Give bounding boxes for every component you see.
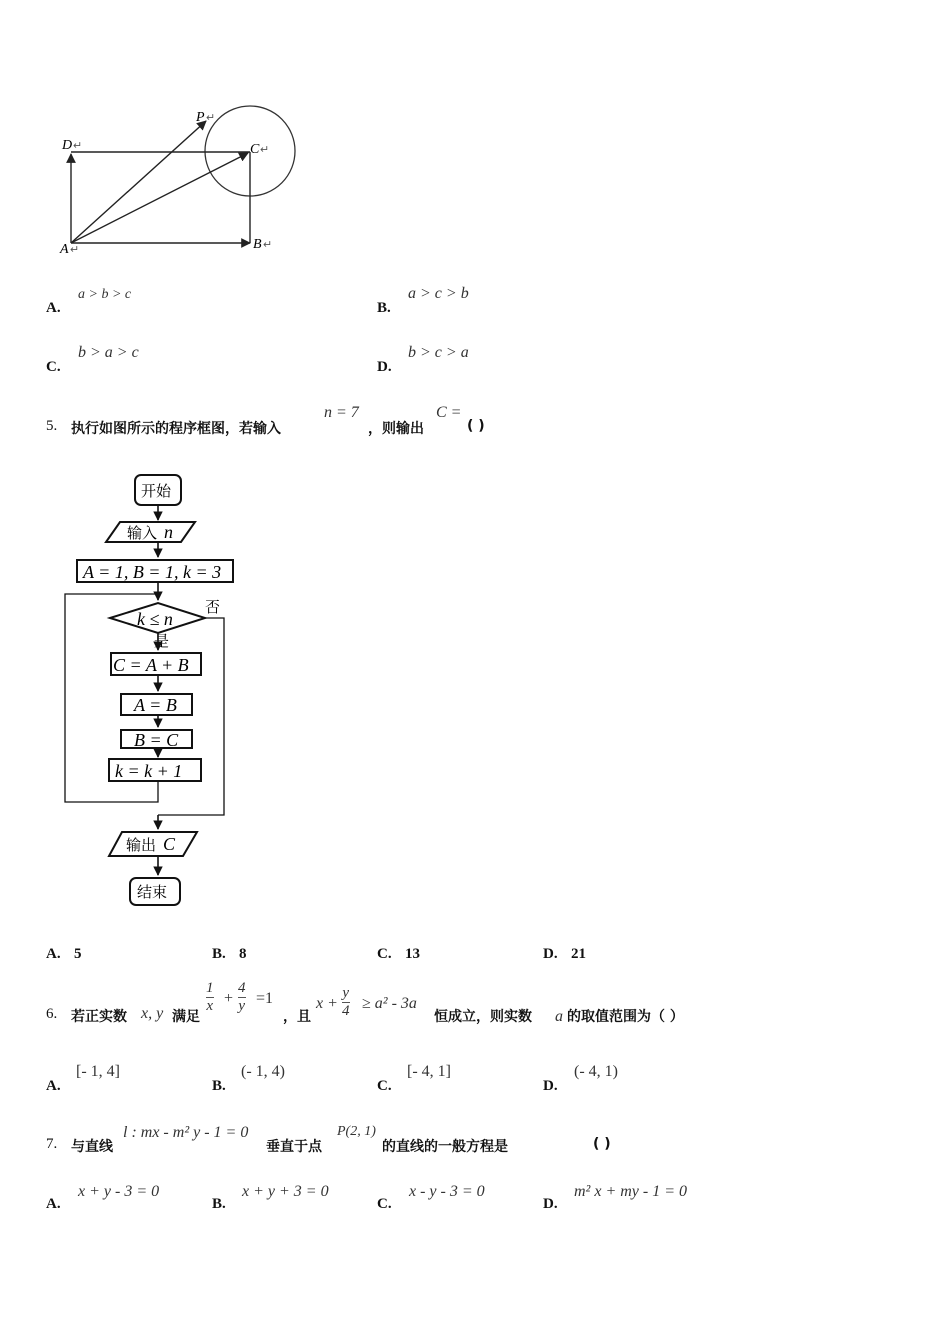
question-number: 7. — [46, 1136, 58, 1152]
math-line: l : mx - m² y - 1 = 0 — [123, 1124, 249, 1141]
question-text: 满足 — [172, 1009, 200, 1025]
label-c: C — [250, 142, 260, 157]
answer-paren: ( ) — [593, 1136, 611, 1152]
option-label: A. — [46, 300, 61, 316]
fc-no-label: 否 — [205, 598, 221, 616]
question-text: ，且 — [283, 1009, 311, 1025]
question-number: 6. — [46, 1006, 58, 1022]
question-text: 的直线的一般方程是 — [382, 1139, 508, 1155]
option-label: D. — [543, 1196, 558, 1212]
fraction-num: 4 — [238, 980, 246, 996]
option-text: [- 1, 4] — [76, 1063, 120, 1080]
question-text: 的取值范围为（ ） — [567, 1009, 684, 1025]
fraction-num: 1 — [206, 980, 214, 996]
fc-end-text: 结束 — [137, 883, 168, 901]
label-d-mark: ↵ — [73, 140, 83, 152]
option-text: a > b > c — [78, 287, 132, 302]
fc-init-text: A = 1, B = 1, k = 3 — [83, 562, 222, 582]
label-a-mark: ↵ — [70, 244, 80, 256]
math-vars: x, y — [141, 1005, 164, 1022]
fc-yes-label: 是 — [154, 632, 170, 650]
fc-start-text: 开始 — [141, 482, 172, 500]
fc-output-text: 输出 — [126, 836, 157, 854]
question-text: 垂直于点 — [266, 1139, 322, 1155]
label-d: D — [62, 138, 73, 153]
option-label: A. — [46, 1196, 61, 1212]
option-label: B. — [377, 300, 391, 316]
fraction-num: y — [342, 985, 350, 1001]
option-text: 5 — [74, 946, 82, 962]
math-var-a: a — [555, 1008, 563, 1025]
option-text: 13 — [405, 946, 420, 962]
geometry-figure — [40, 95, 340, 265]
option-text: (- 4, 1) — [574, 1063, 618, 1080]
fc-step1-text: C = A + B — [113, 655, 189, 675]
vector-ac — [71, 153, 248, 243]
math-input: n = 7 — [324, 404, 359, 421]
fraction-1 — [206, 980, 214, 1015]
fraction-den: 4 — [342, 1003, 350, 1019]
option-text: x - y - 3 = 0 — [409, 1183, 485, 1200]
fc-step2-text: A = B — [134, 695, 177, 715]
label-b-mark: ↵ — [263, 239, 273, 251]
question-text: 执行如图所示的程序框图，若输入 — [71, 421, 281, 437]
option-label: C. — [377, 946, 392, 962]
fraction-den: y — [238, 998, 246, 1014]
question-text: 若正实数 — [71, 1009, 127, 1025]
label-c-mark: ↵ — [260, 144, 270, 156]
option-label: A. — [46, 946, 61, 962]
math-plus: + — [224, 990, 234, 1007]
option-text: 8 — [239, 946, 247, 962]
option-label: C. — [377, 1196, 392, 1212]
flowchart — [55, 470, 255, 912]
option-text: a > c > b — [408, 285, 469, 302]
fc-output-var: C — [163, 834, 176, 854]
option-label: B. — [212, 1078, 226, 1094]
fraction-den: x — [206, 998, 214, 1014]
question-text: 与直线 — [71, 1139, 113, 1155]
option-text: b > a > c — [78, 344, 139, 361]
fc-step4-text: k = k + 1 — [115, 761, 183, 781]
label-b: B — [253, 237, 262, 252]
label-p-mark: ↵ — [206, 112, 216, 124]
math-ineq-right: ≥ a² - 3a — [362, 995, 417, 1012]
option-label: D. — [377, 359, 392, 375]
math-ineq-left: x + — [316, 995, 338, 1012]
option-text: [- 4, 1] — [407, 1063, 451, 1080]
math-point: P(2, 1) — [337, 1124, 376, 1139]
option-label: D. — [543, 1078, 558, 1094]
option-text: m² x + my - 1 = 0 — [574, 1183, 688, 1200]
fc-input-text: 输入 — [127, 524, 158, 542]
label-a: A — [60, 242, 69, 257]
option-label: C. — [377, 1078, 392, 1094]
option-label: B. — [212, 1196, 226, 1212]
option-label: C. — [46, 359, 61, 375]
option-text: (- 1, 4) — [241, 1063, 285, 1080]
fc-step3-text: B = C — [134, 730, 179, 750]
option-text: x + y + 3 = 0 — [242, 1183, 329, 1200]
fc-input-var: n — [164, 522, 173, 542]
math-output: C = — [436, 404, 462, 421]
question-number: 5. — [46, 418, 58, 434]
fc-condition-text: k ≤ n — [137, 609, 173, 629]
option-label: A. — [46, 1078, 61, 1094]
question-text: 恒成立，则实数 — [434, 1009, 532, 1025]
fraction-3 — [342, 985, 350, 1020]
option-label: B. — [212, 946, 226, 962]
question-text: ，则输出 — [368, 421, 424, 437]
math-eq: =1 — [256, 990, 274, 1007]
label-p: P — [196, 110, 205, 125]
option-label: D. — [543, 946, 558, 962]
fraction-2 — [238, 980, 246, 1015]
option-text: x + y - 3 = 0 — [78, 1183, 160, 1200]
answer-paren: ( ) — [467, 418, 485, 434]
option-text: b > c > a — [408, 344, 469, 361]
vector-ap — [71, 121, 206, 243]
option-text: 21 — [571, 946, 586, 962]
